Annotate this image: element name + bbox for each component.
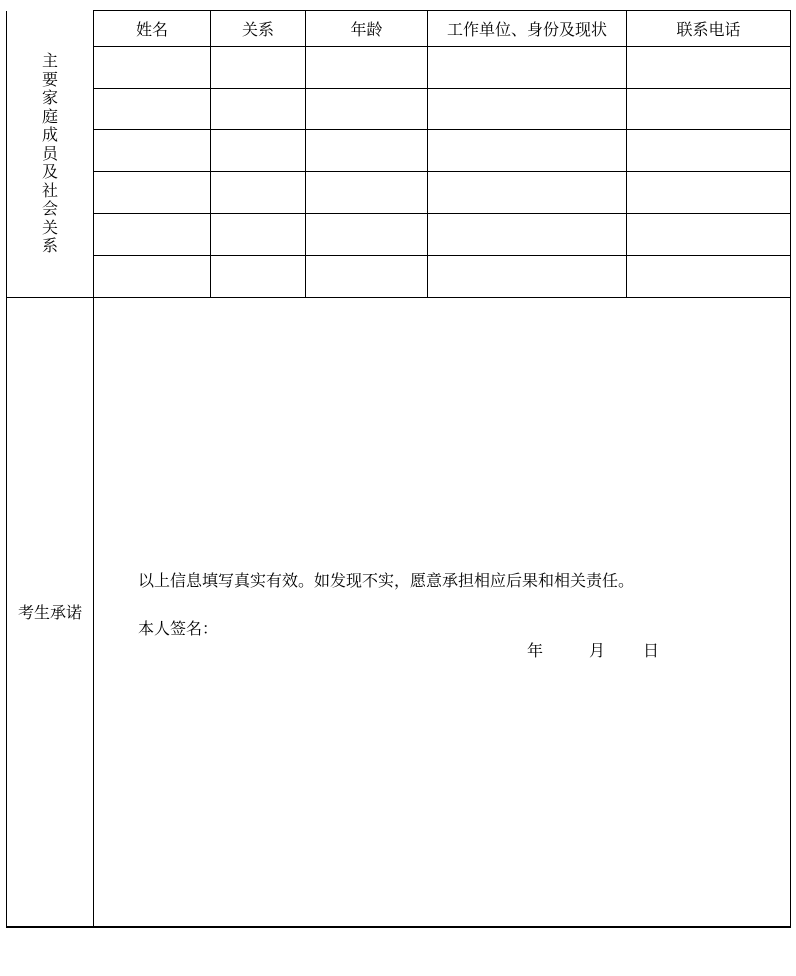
- cell-workplace-status[interactable]: [428, 172, 627, 214]
- header-phone: 联系电话: [627, 11, 791, 47]
- header-name: 姓名: [94, 11, 211, 47]
- date-day-label: 日: [643, 641, 660, 660]
- promise-statement: 以上信息填写真实有效。如发现不实，愿意承担相应后果和相关责任。: [138, 571, 635, 590]
- header-relation: 关系: [211, 11, 306, 47]
- promise-section-label: 考生承诺: [7, 298, 94, 927]
- family-section-label-cell: [7, 11, 94, 298]
- cell-workplace-status[interactable]: [428, 256, 627, 298]
- cell-phone[interactable]: [627, 214, 791, 256]
- header-workplace-status: 工作单位、身份及现状: [428, 11, 627, 47]
- cell-relation[interactable]: [211, 172, 306, 214]
- cell-name[interactable]: [94, 130, 211, 172]
- family-row: [7, 172, 791, 214]
- cell-relation[interactable]: [211, 89, 306, 130]
- family-row: [7, 47, 791, 89]
- cell-phone[interactable]: [627, 47, 791, 89]
- cell-name[interactable]: [94, 172, 211, 214]
- cell-age[interactable]: [306, 172, 428, 214]
- date-year-label: 年: [527, 641, 544, 660]
- cell-workplace-status[interactable]: [428, 47, 627, 89]
- cell-age[interactable]: [306, 89, 428, 130]
- cell-workplace-status[interactable]: [428, 89, 627, 130]
- cell-relation[interactable]: [211, 47, 306, 89]
- family-row: [7, 130, 791, 172]
- cell-phone[interactable]: [627, 89, 791, 130]
- date-month-label: 月: [589, 641, 606, 660]
- cell-workplace-status[interactable]: [428, 214, 627, 256]
- cell-age[interactable]: [306, 47, 428, 89]
- cell-name[interactable]: [94, 256, 211, 298]
- cell-relation[interactable]: [211, 130, 306, 172]
- cell-phone[interactable]: [627, 256, 791, 298]
- family-section-label: 主要家庭成员及社会关系: [41, 51, 58, 255]
- promise-content-cell[interactable]: [94, 298, 791, 927]
- cell-phone[interactable]: [627, 172, 791, 214]
- cell-name[interactable]: [94, 47, 211, 89]
- cell-name[interactable]: [94, 214, 211, 256]
- family-row: [7, 89, 791, 130]
- cell-relation[interactable]: [211, 214, 306, 256]
- cell-name[interactable]: [94, 89, 211, 130]
- cell-age[interactable]: [306, 256, 428, 298]
- cell-age[interactable]: [306, 130, 428, 172]
- promise-row: [7, 298, 791, 927]
- family-row: [7, 256, 791, 298]
- header-age: 年龄: [306, 11, 428, 47]
- signature-label: 本人签名：: [138, 619, 219, 638]
- family-header-row: [7, 11, 791, 47]
- cell-workplace-status[interactable]: [428, 130, 627, 172]
- cell-phone[interactable]: [627, 130, 791, 172]
- cell-age[interactable]: [306, 214, 428, 256]
- registration-form-table: [6, 10, 791, 928]
- family-row: [7, 214, 791, 256]
- cell-relation[interactable]: [211, 256, 306, 298]
